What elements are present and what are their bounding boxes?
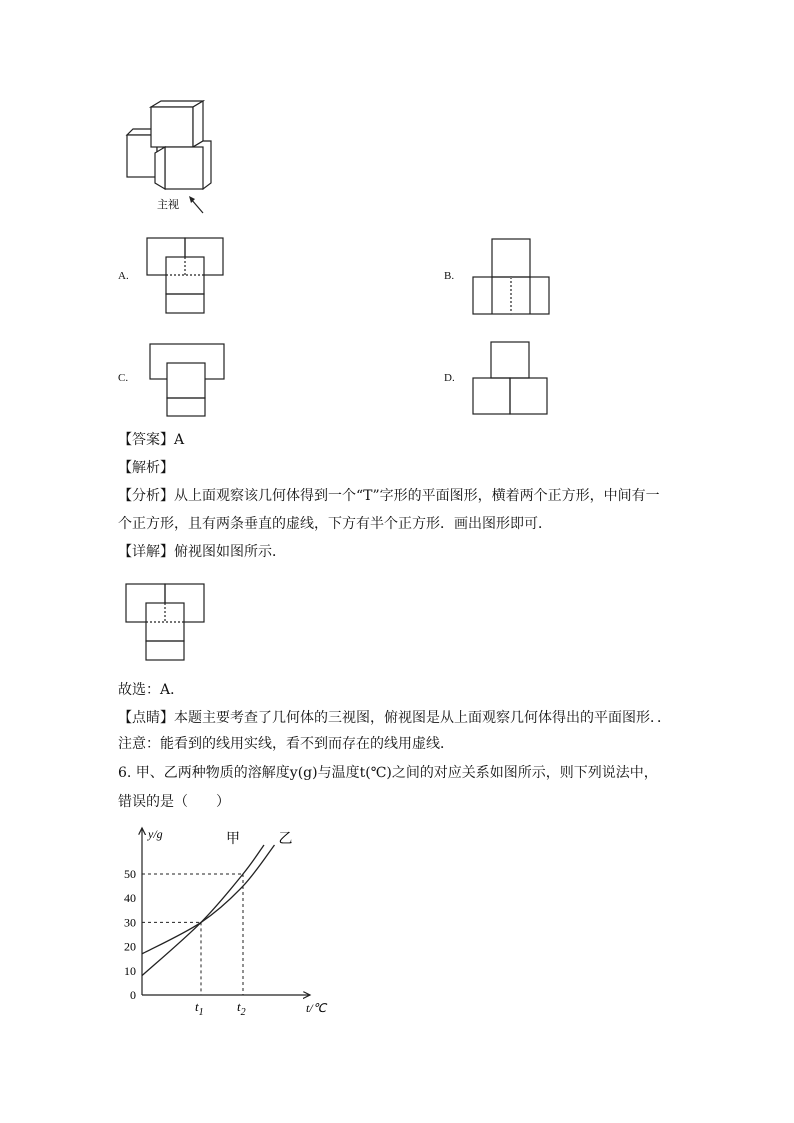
option-b-figure: [472, 238, 552, 318]
y-tick-label: 20: [124, 939, 136, 954]
xiangjie-text: 俯视图如图所示．: [174, 544, 286, 560]
series-label: 乙: [278, 831, 293, 847]
y-tick-label: 50: [124, 867, 136, 881]
series-line-2: [142, 845, 275, 954]
origin-label: 0: [130, 988, 136, 1002]
answer-line: [118, 430, 184, 450]
solubility-chart: [110, 820, 350, 1025]
series-label: 甲: [226, 831, 240, 847]
y-tick-label: 40: [124, 891, 136, 906]
y-tick-label: 10: [124, 963, 136, 978]
option-c-figure: [148, 342, 228, 420]
option-a-label: A.: [118, 270, 129, 282]
x-tick-label: $t_1$: [195, 999, 204, 1018]
view-label: 主视: [157, 199, 179, 211]
analysis-tag: 【解析】: [118, 460, 174, 476]
option-a-figure: [146, 236, 226, 316]
guxuan-line: 故选：A．: [118, 682, 185, 698]
option-b-label: B.: [444, 270, 455, 282]
xiangjie-tag: 【详解】: [118, 544, 174, 560]
y-axis-label: y/g: [148, 827, 163, 841]
dianjing-text1: 本题主要考查了几何体的三视图，俯视图是从上面观察几何体得出的平面图形．．: [174, 710, 671, 726]
dianjing-line1: [118, 708, 671, 728]
xiangjie-line: [118, 542, 286, 562]
x-tick-label: $t_2$: [237, 999, 246, 1018]
series-line-1: [142, 845, 264, 976]
answer-tag: 【答案】: [118, 432, 174, 448]
question6-line1: 6. 甲、乙两种物质的溶解度y(g)与温度t(℃)之间的对应关系如图所示，则下列说法中，: [118, 765, 658, 781]
dianjing-line2: 注意：能看到的线用实线，看不到而存在的线用虚线．: [118, 736, 454, 752]
y-tick-label: 30: [124, 915, 136, 930]
x-axis-label: t/℃: [306, 1001, 327, 1015]
question6-line2: 错误的是（ ）: [118, 794, 230, 810]
answer-value: A: [174, 432, 185, 448]
fenxi-tag: 【分析】: [118, 488, 174, 504]
option-d-label: D.: [444, 372, 455, 384]
top-view-figure: [124, 582, 206, 664]
dianjing-tag: 【点睛】: [118, 710, 174, 726]
option-d-figure: [471, 340, 551, 418]
fenxi-text1: 从上面观察该几何体得到一个“T”字形的平面图形，横着两个正方形，中间有一: [174, 488, 660, 504]
option-c-label: C.: [118, 372, 129, 384]
solid-figure: [115, 95, 225, 220]
fenxi-line2: 个正方形，且有两条垂直的虚线，下方有半个正方形．画出图形即可．: [118, 516, 552, 532]
fenxi-line1: [118, 486, 660, 506]
